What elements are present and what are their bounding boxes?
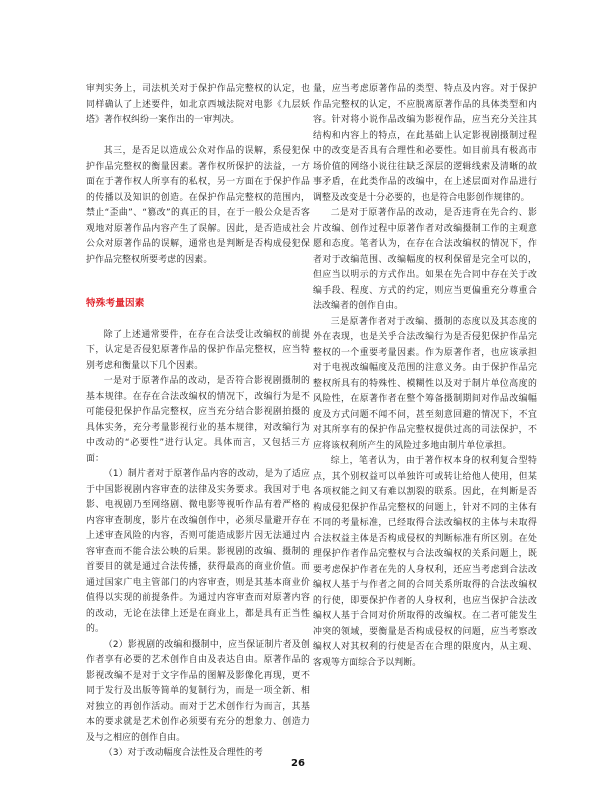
page-number: 26 [291, 758, 305, 769]
paragraph: 三是原著作者对于改编、摄制的态度以及其态度的外在表现，也是关乎合法改编行为是否侵犯保护作品完整权的一个重要考量因素。作为原著作者，也应该承担对于电视改编幅度及范围的注意义务。由于保护作品完整权所具有的特殊性、模糊性以及对于制片单位高度的风险性，在原著作者在整个筹备摄制期间对作品改编幅度及方式问题不闻不问，甚至刻意回避的情况下，不宜对其所享有的保护作品完整权提供过高的司法保护，不应将该权利所产生的风险过多地由制片单位承担。 [313, 316, 537, 451]
paragraph: 综上，笔者认为，由于著作权本身的权利复合型特点，其个别权益可以单独许可或转让给他人使用，但某各项权能之间又有难以割裂的联系。因此，在判断是否构成侵犯保护作品完整权的问题上，针对不同的主体有不同的考量标准，已经取得合法改编权的主体与未取得合法权益主体是否构成侵权的判断标准有所区别。在处理保护作者作品完整权与合法改编权的关系问题上，既要考虑保护作者在先的人身权利，还应当考虑到合法改编权人基于与作者之间的合同关系所取得的合法改编权的行使，即要保护作者的人身权利，也应当保护合法改编权人基于合同对价所取得的改编权。在二者可能发生冲突的领域，要衡量是否构成侵权的问题，应当考察改编权人对其权利的行使是否在合理的限度内，从主观、客观等方面综合予以判断。 [313, 456, 537, 668]
paragraph: 除了上述通常要件，在存在合法受让改编权的前提下，认定是否侵犯原著作品的保护作品完整权，应当特别考虑和衡量以下几个因素。 [86, 329, 310, 371]
left-column [86, 82, 310, 762]
right-column [313, 82, 537, 671]
paragraph: （2）影视剧的改编和摄制中，应当保证制片者及创作者享有必要的艺术创作自由及表达自由。原著作品的影视改编不是对于文字作品的图解及影像化再现，更不同于发行及出版等简单的复制行为，而是一项全新、相对独立的再创作活动。而对于艺术创作行为而言，其基本的要求就是艺术创作必须要有充分的想象力、创造力及与之相应的创作自由。 [86, 639, 310, 743]
paragraph: 二是对于原著作品的改动，是否违背在先合约、影片改编、创作过程中原著作者对改编摄制工作的主观意愿和态度。笔者认为，在存在合法改编权的情况下，作者对于改编范围、改编幅度的权利保留是完全可以的，但应当以明示的方式作出。如果在先合同中存在关于改编手段、程度、方式的约定，则应当更偏重充分尊重合法改编者的创作自由。 [313, 208, 537, 311]
paragraph: 审判实务上，司法机关对于保护作品完整权的认定，也同样确认了上述要件，如北京西城法院对电影《九层妖塔》著作权纠纷一案作出的一审判决。 [86, 84, 310, 125]
paragraph: （1）制片者对于原著作品内容的改动，是为了适应于中国影视剧内容审查的法律及实务要求。我国对于电影、电视剧乃至网络剧、微电影等视听作品有着严格的内容审查制度，影片在改编创作中，必须尽量避开存在上述审查风险的内容，否则可能造成影片因无法通过内容审查而不能合法公映的后果。影视剧的改编、摄制的首要目的就是通过合法传播，获得最高的商业价值。而通过国家广电主管部门的内容审查，则是其基本商业价值得以实现的前提条件。为通过内容审查而对原著内容的改动，无论在法律上还是在商业上，都是具有正当性的。 [86, 469, 310, 634]
paragraph: 量，应当考虑原著作品的类型、特点及内容。对于保护作品完整权的认定，不应脱离原著作品的具体类型和内容。针对将小说作品改编为影视作品，应当充分关注其结构和内容上的特点，在此基础上认定影视剧摄制过程中的改变是否具有合理性和必要性。如目前具有极高市场价值的网络小说往往缺乏深层的逻辑线索及清晰的故事矛盾，在此类作品的改编中，在上述层面对作品进行调整及改变是十分必要的，也是符合电影创作规律的。 [313, 84, 537, 203]
section-heading: 特殊考量因素 [86, 298, 145, 309]
paragraph: （3）对于改动幅度合法性及合理性的考 [103, 748, 264, 758]
paragraph: 一是对于原著作品的改动，是否符合影视剧摄制的基本规律。在存在合法改编权的情况下，改编行为是不可能侵犯保护作品完整权，应当充分结合影视剧拍摄的具体实务，充分考量影视行业的基本规律，对改编行为中改动的“必要性”进行认定。具体而言，又包括三方面： [86, 376, 310, 464]
paragraph: 其三，是否足以造成公众对作品的误解，系侵犯保护作品完整权的衡量因素。著作权所保护的法益，一方面在于著作权人所享有的私权，另一方面在于保护作品的传播以及知识的创造。在保护作品完整权的范围内，禁止“歪曲”、“篡改”的真正的目，在于一般公众是否客观地对原著作品内容产生了误解。因此，是否造成社会公众对原著作品的误解，通常也是判断是否构成侵犯保护作品完整权所要考虑的因素。 [86, 146, 310, 265]
